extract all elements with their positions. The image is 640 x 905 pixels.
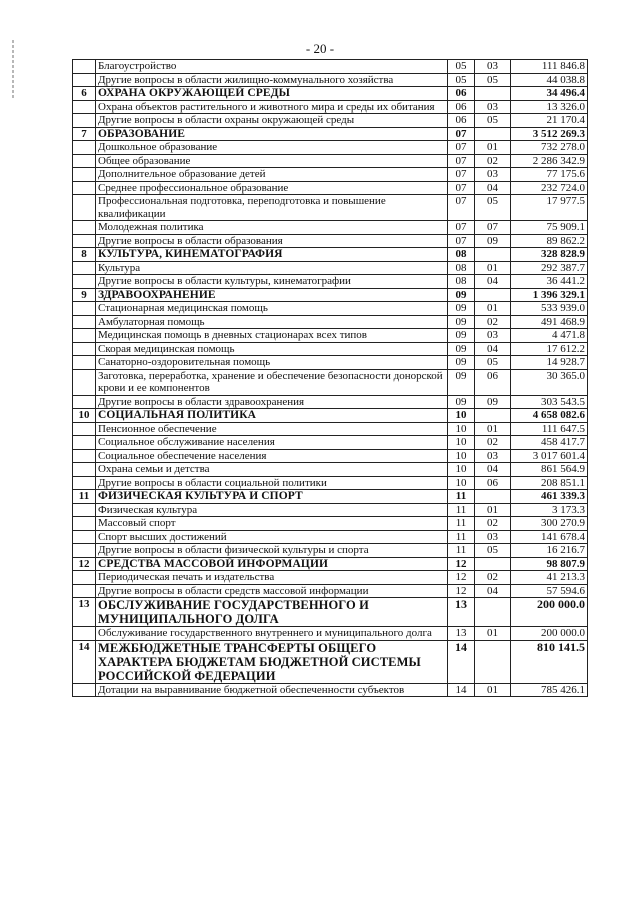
row-section-code: 09	[448, 395, 475, 409]
row-amount: 75 909.1	[511, 221, 588, 235]
row-number: 11	[73, 490, 96, 504]
row-number	[73, 221, 96, 235]
row-amount: 208 851.1	[511, 476, 588, 490]
section-row	[73, 288, 588, 302]
table-row	[73, 154, 588, 168]
row-section-code: 06	[448, 114, 475, 128]
row-section-code: 11	[448, 544, 475, 558]
row-section-code: 10	[448, 409, 475, 423]
row-subsection-code	[475, 409, 511, 423]
row-name: Благоустройство	[96, 60, 448, 74]
row-amount: 13 326.0	[511, 100, 588, 114]
row-subsection-code: 06	[475, 476, 511, 490]
row-number: 14	[73, 640, 96, 683]
row-section-code: 12	[448, 557, 475, 571]
row-amount: 200 000.0	[511, 598, 588, 627]
table-row	[73, 234, 588, 248]
row-subsection-code: 02	[475, 315, 511, 329]
section-row	[73, 640, 588, 683]
row-subsection-code: 07	[475, 221, 511, 235]
row-number	[73, 342, 96, 356]
row-subsection-code: 04	[475, 342, 511, 356]
row-amount: 300 270.9	[511, 517, 588, 531]
row-number	[73, 463, 96, 477]
row-section-code: 12	[448, 584, 475, 598]
row-name: Другие вопросы в области культуры, кинематографии	[96, 275, 448, 289]
row-name: СРЕДСТВА МАССОВОЙ ИНФОРМАЦИИ	[96, 557, 448, 571]
row-name: ОХРАНА ОКРУЖАЮЩЕЙ СРЕДЫ	[96, 87, 448, 101]
row-name: Обслуживание государственного внутреннего и муниципального долга	[96, 627, 448, 641]
row-number	[73, 584, 96, 598]
row-number	[73, 422, 96, 436]
row-number	[73, 544, 96, 558]
row-section-code: 09	[448, 369, 475, 395]
row-amount: 77 175.6	[511, 168, 588, 182]
row-number	[73, 275, 96, 289]
row-amount: 458 417.7	[511, 436, 588, 450]
row-name: Общее образование	[96, 154, 448, 168]
row-subsection-code: 01	[475, 422, 511, 436]
table-row	[73, 476, 588, 490]
row-number	[73, 195, 96, 221]
row-number	[73, 503, 96, 517]
row-amount: 785 426.1	[511, 683, 588, 697]
row-section-code: 11	[448, 530, 475, 544]
row-amount: 3 017 601.4	[511, 449, 588, 463]
section-row	[73, 87, 588, 101]
row-amount: 98 807.9	[511, 557, 588, 571]
row-amount: 810 141.5	[511, 640, 588, 683]
table-row	[73, 315, 588, 329]
row-subsection-code: 05	[475, 356, 511, 370]
row-section-code: 05	[448, 73, 475, 87]
row-name: Скорая медицинская помощь	[96, 342, 448, 356]
row-section-code: 11	[448, 503, 475, 517]
row-subsection-code: 09	[475, 234, 511, 248]
row-amount: 2 286 342.9	[511, 154, 588, 168]
row-name: Пенсионное обеспечение	[96, 422, 448, 436]
section-row	[73, 409, 588, 423]
row-section-code: 05	[448, 60, 475, 74]
row-number	[73, 449, 96, 463]
row-section-code: 08	[448, 248, 475, 262]
row-section-code: 09	[448, 302, 475, 316]
row-section-code: 10	[448, 476, 475, 490]
row-name: Молодежная политика	[96, 221, 448, 235]
table-row	[73, 544, 588, 558]
row-section-code: 10	[448, 436, 475, 450]
row-subsection-code	[475, 490, 511, 504]
row-name: Медицинская помощь в дневных стационарах всех типов	[96, 329, 448, 343]
row-name: Другие вопросы в области охраны окружающей среды	[96, 114, 448, 128]
section-row	[73, 127, 588, 141]
row-name: Стационарная медицинская помощь	[96, 302, 448, 316]
table-row	[73, 369, 588, 395]
table-row	[73, 100, 588, 114]
table-row	[73, 302, 588, 316]
row-number	[73, 302, 96, 316]
table-row	[73, 571, 588, 585]
row-number	[73, 114, 96, 128]
row-amount: 14 928.7	[511, 356, 588, 370]
table-row	[73, 60, 588, 74]
row-number	[73, 329, 96, 343]
row-section-code: 07	[448, 154, 475, 168]
row-number	[73, 154, 96, 168]
row-name: ОБСЛУЖИВАНИЕ ГОСУДАРСТВЕННОГО И МУНИЦИПАЛЬНОГО ДОЛГА	[96, 598, 448, 627]
row-section-code: 09	[448, 329, 475, 343]
row-amount: 292 387.7	[511, 261, 588, 275]
table-row	[73, 503, 588, 517]
row-name: Другие вопросы в области средств массовой информации	[96, 584, 448, 598]
row-section-code: 09	[448, 315, 475, 329]
row-subsection-code: 03	[475, 168, 511, 182]
row-number	[73, 436, 96, 450]
row-subsection-code: 05	[475, 195, 511, 221]
row-subsection-code: 05	[475, 114, 511, 128]
row-section-code: 07	[448, 234, 475, 248]
table-row	[73, 275, 588, 289]
row-section-code: 06	[448, 100, 475, 114]
table-row	[73, 114, 588, 128]
row-number	[73, 369, 96, 395]
row-name: ЗДРАВООХРАНЕНИЕ	[96, 288, 448, 302]
row-subsection-code	[475, 127, 511, 141]
row-name: Профессиональная подготовка, переподготовка и повышение квалификации	[96, 195, 448, 221]
row-section-code: 13	[448, 598, 475, 627]
row-amount: 232 724.0	[511, 181, 588, 195]
row-section-code: 11	[448, 517, 475, 531]
row-subsection-code: 04	[475, 584, 511, 598]
row-amount: 16 216.7	[511, 544, 588, 558]
row-name: Другие вопросы в области образования	[96, 234, 448, 248]
row-amount: 141 678.4	[511, 530, 588, 544]
row-number	[73, 141, 96, 155]
budget-table-body	[73, 60, 588, 697]
row-name: Дополнительное образование детей	[96, 168, 448, 182]
row-amount: 57 594.6	[511, 584, 588, 598]
row-number	[73, 530, 96, 544]
row-subsection-code: 04	[475, 275, 511, 289]
section-row	[73, 598, 588, 627]
row-amount: 4 471.8	[511, 329, 588, 343]
row-subsection-code	[475, 87, 511, 101]
row-amount: 44 038.8	[511, 73, 588, 87]
table-row	[73, 449, 588, 463]
row-subsection-code	[475, 557, 511, 571]
row-amount: 491 468.9	[511, 315, 588, 329]
row-section-code: 07	[448, 127, 475, 141]
row-section-code: 07	[448, 168, 475, 182]
row-section-code: 09	[448, 288, 475, 302]
row-subsection-code: 03	[475, 60, 511, 74]
table-row	[73, 195, 588, 221]
section-row	[73, 490, 588, 504]
row-name: Спорт высших достижений	[96, 530, 448, 544]
row-section-code: 08	[448, 261, 475, 275]
row-subsection-code: 02	[475, 571, 511, 585]
row-subsection-code	[475, 248, 511, 262]
row-amount: 111 647.5	[511, 422, 588, 436]
table-row	[73, 627, 588, 641]
row-name: Другие вопросы в области физической культуры и спорта	[96, 544, 448, 558]
row-name: Охрана объектов растительного и животного мира и среды их обитания	[96, 100, 448, 114]
row-subsection-code: 05	[475, 544, 511, 558]
row-subsection-code: 05	[475, 73, 511, 87]
table-row	[73, 168, 588, 182]
row-number: 13	[73, 598, 96, 627]
row-name: Культура	[96, 261, 448, 275]
row-name: Другие вопросы в области жилищно-коммунального хозяйства	[96, 73, 448, 87]
row-subsection-code: 01	[475, 683, 511, 697]
row-amount: 17 977.5	[511, 195, 588, 221]
row-number: 8	[73, 248, 96, 262]
row-section-code: 10	[448, 463, 475, 477]
row-section-code: 06	[448, 87, 475, 101]
row-number: 7	[73, 127, 96, 141]
row-name: Социальное обеспечение населения	[96, 449, 448, 463]
row-section-code: 11	[448, 490, 475, 504]
row-subsection-code: 03	[475, 100, 511, 114]
row-number	[73, 356, 96, 370]
row-section-code: 09	[448, 356, 475, 370]
row-subsection-code: 02	[475, 154, 511, 168]
table-row	[73, 141, 588, 155]
row-amount: 3 173.3	[511, 503, 588, 517]
row-number	[73, 315, 96, 329]
row-amount: 36 441.2	[511, 275, 588, 289]
row-name: Санаторно-оздоровительная помощь	[96, 356, 448, 370]
row-subsection-code: 04	[475, 463, 511, 477]
row-number	[73, 683, 96, 697]
row-amount: 3 512 269.3	[511, 127, 588, 141]
row-subsection-code: 02	[475, 436, 511, 450]
row-number	[73, 517, 96, 531]
row-amount: 533 939.0	[511, 302, 588, 316]
row-number	[73, 168, 96, 182]
row-name: Другие вопросы в области социальной политики	[96, 476, 448, 490]
row-number	[73, 395, 96, 409]
row-amount: 861 564.9	[511, 463, 588, 477]
table-row	[73, 329, 588, 343]
row-name: Периодическая печать и издательства	[96, 571, 448, 585]
row-name: ОБРАЗОВАНИЕ	[96, 127, 448, 141]
table-row	[73, 422, 588, 436]
row-name: КУЛЬТУРА, КИНЕМАТОГРАФИЯ	[96, 248, 448, 262]
section-row	[73, 557, 588, 571]
row-section-code: 07	[448, 181, 475, 195]
table-row	[73, 530, 588, 544]
row-amount: 89 862.2	[511, 234, 588, 248]
row-subsection-code	[475, 288, 511, 302]
row-amount: 303 543.5	[511, 395, 588, 409]
row-subsection-code: 01	[475, 141, 511, 155]
table-row	[73, 463, 588, 477]
row-name: Амбулаторная помощь	[96, 315, 448, 329]
row-name: Массовый спорт	[96, 517, 448, 531]
row-amount: 328 828.9	[511, 248, 588, 262]
budget-table	[72, 59, 588, 697]
row-name: Другие вопросы в области здравоохранения	[96, 395, 448, 409]
row-subsection-code	[475, 598, 511, 627]
row-section-code: 14	[448, 683, 475, 697]
row-section-code: 12	[448, 571, 475, 585]
row-amount: 41 213.3	[511, 571, 588, 585]
row-name: СОЦИАЛЬНАЯ ПОЛИТИКА	[96, 409, 448, 423]
row-subsection-code: 03	[475, 530, 511, 544]
row-number: 12	[73, 557, 96, 571]
table-row	[73, 683, 588, 697]
row-name: Заготовка, переработка, хранение и обеспечение безопасности донорской крови и ее компонентов	[96, 369, 448, 395]
row-amount: 34 496.4	[511, 87, 588, 101]
row-number	[73, 234, 96, 248]
row-subsection-code	[475, 640, 511, 683]
row-number	[73, 100, 96, 114]
row-amount: 21 170.4	[511, 114, 588, 128]
row-section-code: 10	[448, 449, 475, 463]
row-number: 10	[73, 409, 96, 423]
table-row	[73, 517, 588, 531]
table-row	[73, 436, 588, 450]
table-row	[73, 221, 588, 235]
row-name: МЕЖБЮДЖЕТНЫЕ ТРАНСФЕРТЫ ОБЩЕГО ХАРАКТЕРА БЮДЖЕТАМ БЮДЖЕТНОЙ СИСТЕМЫ РОССИЙСКОЙ ФЕДЕРАЦИИ	[96, 640, 448, 683]
row-amount: 111 846.8	[511, 60, 588, 74]
row-section-code: 14	[448, 640, 475, 683]
row-subsection-code: 09	[475, 395, 511, 409]
row-amount: 17 612.2	[511, 342, 588, 356]
row-section-code: 09	[448, 342, 475, 356]
row-subsection-code: 02	[475, 517, 511, 531]
row-amount: 461 339.3	[511, 490, 588, 504]
row-amount: 4 658 082.6	[511, 409, 588, 423]
row-name: ФИЗИЧЕСКАЯ КУЛЬТУРА И СПОРТ	[96, 490, 448, 504]
row-number	[73, 261, 96, 275]
row-name: Физическая культура	[96, 503, 448, 517]
row-amount: 732 278.0	[511, 141, 588, 155]
row-name: Дотации на выравнивание бюджетной обеспеченности субъектов	[96, 683, 448, 697]
table-row	[73, 342, 588, 356]
table-row	[73, 584, 588, 598]
table-row	[73, 356, 588, 370]
row-number: 6	[73, 87, 96, 101]
section-row	[73, 248, 588, 262]
row-name: Социальное обслуживание населения	[96, 436, 448, 450]
row-amount: 30 365.0	[511, 369, 588, 395]
row-subsection-code: 01	[475, 503, 511, 517]
row-subsection-code: 01	[475, 261, 511, 275]
row-name: Среднее профессиональное образование	[96, 181, 448, 195]
row-amount: 1 396 329.1	[511, 288, 588, 302]
row-subsection-code: 03	[475, 449, 511, 463]
row-number	[73, 181, 96, 195]
row-section-code: 07	[448, 221, 475, 235]
row-subsection-code: 03	[475, 329, 511, 343]
row-subsection-code: 04	[475, 181, 511, 195]
row-subsection-code: 01	[475, 627, 511, 641]
table-row	[73, 181, 588, 195]
table-row	[73, 395, 588, 409]
row-number	[73, 571, 96, 585]
row-number: 9	[73, 288, 96, 302]
table-row	[73, 73, 588, 87]
row-section-code: 08	[448, 275, 475, 289]
row-section-code: 07	[448, 141, 475, 155]
row-section-code: 07	[448, 195, 475, 221]
row-subsection-code: 01	[475, 302, 511, 316]
row-name: Дошкольное образование	[96, 141, 448, 155]
row-name: Охрана семьи и детства	[96, 463, 448, 477]
row-number	[73, 60, 96, 74]
page-number: - 20 -	[305, 41, 335, 56]
row-section-code: 13	[448, 627, 475, 641]
row-number	[73, 627, 96, 641]
row-number	[73, 476, 96, 490]
row-section-code: 10	[448, 422, 475, 436]
row-number	[73, 73, 96, 87]
row-amount: 200 000.0	[511, 627, 588, 641]
row-subsection-code: 06	[475, 369, 511, 395]
table-row	[73, 261, 588, 275]
